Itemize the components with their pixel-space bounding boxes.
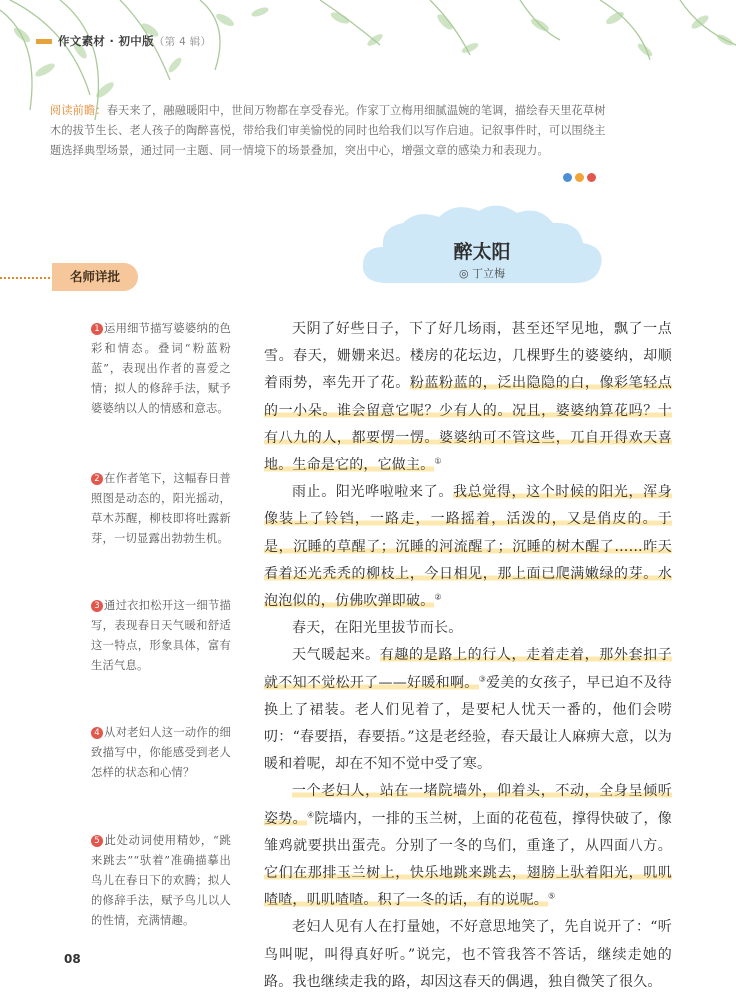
author-name: 丁立梅 bbox=[472, 267, 506, 280]
article-author bbox=[367, 265, 597, 281]
paragraph bbox=[264, 914, 672, 996]
paragraph bbox=[264, 615, 672, 642]
paragraph bbox=[264, 316, 672, 479]
annotation-marker: ① bbox=[434, 456, 442, 466]
annotation-text: 从对老妇人这一动作的细致描写中，你能感受到老人怎样的状态和心情？ bbox=[91, 726, 231, 779]
highlighted-text: 它们在那排玉兰树上，快乐地跳来跳去，翅膀上驮着阳光，叽叽喳喳，叽叽喳喳。积了一冬的话，有的说呢。 bbox=[264, 865, 672, 909]
paragraph bbox=[264, 479, 672, 615]
annotation-marker: ③ bbox=[478, 673, 487, 683]
issue-number: （第 4 辑） bbox=[153, 36, 212, 48]
body-text: 天阴了好些日子，下了好几场雨，甚至还罕见地，飘了一点雪。春天，姗姗来迟。楼房的花坛边，几棵野生的婆婆纳，却顺着雨势，率先开了花。 bbox=[264, 321, 672, 392]
intro-label: 阅读前瞻： bbox=[50, 104, 107, 117]
page-number: 08 bbox=[64, 952, 81, 966]
highlighted-text: 粉蓝粉蓝的，泛出隐隐的白，像彩笔轻点的一小朵。谁会留意它呢？少有人的。况且，婆婆纳算花吗？十有八九的人，都要愣一愣。婆婆纳可不管这些，兀自开得欢天喜地。生命是它的，它做主。 bbox=[264, 375, 673, 474]
body-text: 院墙内，一排的玉兰树，上面的花苞苞，撑得快破了，像雏鸡就要拱出蛋壳。分别了一冬的鸟们，重逢了，从四面八方。 bbox=[264, 810, 673, 854]
annotation-number: 1 bbox=[91, 323, 103, 335]
body-text: 天气暖起来。 bbox=[292, 647, 380, 664]
decorative-dots bbox=[563, 167, 599, 186]
annotation-5 bbox=[91, 831, 231, 931]
annotation-2 bbox=[91, 469, 231, 549]
header-accent-bar bbox=[36, 39, 52, 44]
annotation-text: 通过衣扣松开这一细节描写，表现春日天气暖和舒适这一特点，形象具体，富有生活气息。 bbox=[91, 599, 231, 672]
running-header bbox=[58, 33, 211, 49]
annotation-number: 5 bbox=[91, 835, 103, 847]
body-text: 雨止。阳光哗啦啦来了。 bbox=[292, 484, 453, 501]
annotation-marker: ② bbox=[434, 592, 442, 602]
sidebar-tab: 名师详批 bbox=[52, 263, 138, 291]
intro-text: 春天来了，融融暖阳中，世间万物都在享受春光。作家丁立梅用细腻温婉的笔调，描绘春天里花草树木的拔节生长、老人孩子的陶醉喜悦，带给我们审美愉悦的同时也给我们以写作启迪。记叙事件时，可以围绕主题选择典型场景，通过同一主题、同一情境下的场景叠加，突出中心，增强文章的感染力和表现力。 bbox=[50, 104, 606, 157]
annotation-text: 在作者笔下，这幅春日普照图是动态的，阳光摇动，草木苏醒，柳枝即将吐露新芽，一切显露出勃勃生机。 bbox=[91, 472, 231, 545]
red-dot-icon bbox=[587, 173, 596, 182]
paragraph bbox=[264, 778, 672, 914]
annotation-marker: ⑤ bbox=[548, 891, 556, 901]
article-body bbox=[264, 316, 672, 996]
intro-preview bbox=[50, 101, 608, 160]
annotation-marker: ④ bbox=[306, 810, 315, 819]
highlighted-text: 我总觉得，这个时候的阳光，浑身像装上了铃铛，一路走，一路摇着，活泼的，又是俏皮的。于是，沉睡的草醒了；沉睡的河流醒了；沉睡的树木醒了……昨天看着还光秃秃的柳枝上，今日相见，那上面已爬满嫩绿的芽。水泡泡似的，仿佛吹弹即破。 bbox=[264, 484, 672, 610]
annotation-text: 运用细节描写婆婆纳的色彩和情态。叠词“粉蓝粉蓝”，表现出作者的喜爱之情；拟人的修辞手法，赋予婆婆纳以人的情感和意志。 bbox=[91, 322, 231, 415]
article-title: 醉太阳 bbox=[453, 241, 511, 263]
magazine-title: 作文素材 · 初中版 bbox=[58, 34, 154, 48]
annotation-number: 2 bbox=[91, 473, 103, 485]
annotation-number: 4 bbox=[91, 727, 103, 739]
annotation-3 bbox=[91, 596, 231, 676]
body-text: 爱美的女孩子，早已迫不及待换上了裙装。老人们见着了，是要杞人忧天一番的，他们会唠叨：“春要捂，春要捂。”这是老经验，春天最让人麻痹大意，以为暖和着呢，却在不知不觉中受了寒。 bbox=[264, 674, 673, 773]
annotation-number: 3 bbox=[91, 600, 103, 612]
body-text: 春天，在阳光里拔节而长。 bbox=[292, 620, 463, 637]
orange-dot-icon bbox=[575, 173, 584, 182]
annotation-text: 此处动词使用精妙，“跳来跳去”“驮着”准确描摹出鸟儿在春日下的欢腾；拟人的修辞手法，赋予鸟儿以人的性情，充满情趣。 bbox=[91, 834, 231, 927]
blue-dot-icon bbox=[563, 173, 572, 182]
highlighted-text: 一个老妇人，站在一堵院墙外，仰着头，不动，全身呈倾听姿势。 bbox=[264, 783, 672, 827]
annotation-1 bbox=[91, 319, 231, 419]
highlighted-text: 有趣的是路上的行人，走着走着，那外套扣子就不知不觉松开了——好暖和啊。 bbox=[264, 647, 673, 691]
paragraph bbox=[264, 642, 672, 778]
author-bullet-icon: ◎ bbox=[458, 267, 473, 280]
body-text: 老妇人见有人在打量她，不好意思地笑了，先自说开了：“听鸟叫呢，叫得真好听。”说完，也不管我答不答话，继续走她的路。我也继续走我的路，却因这春天的偶遇，独自微笑了很久。 bbox=[264, 919, 672, 990]
annotation-4 bbox=[91, 723, 231, 783]
